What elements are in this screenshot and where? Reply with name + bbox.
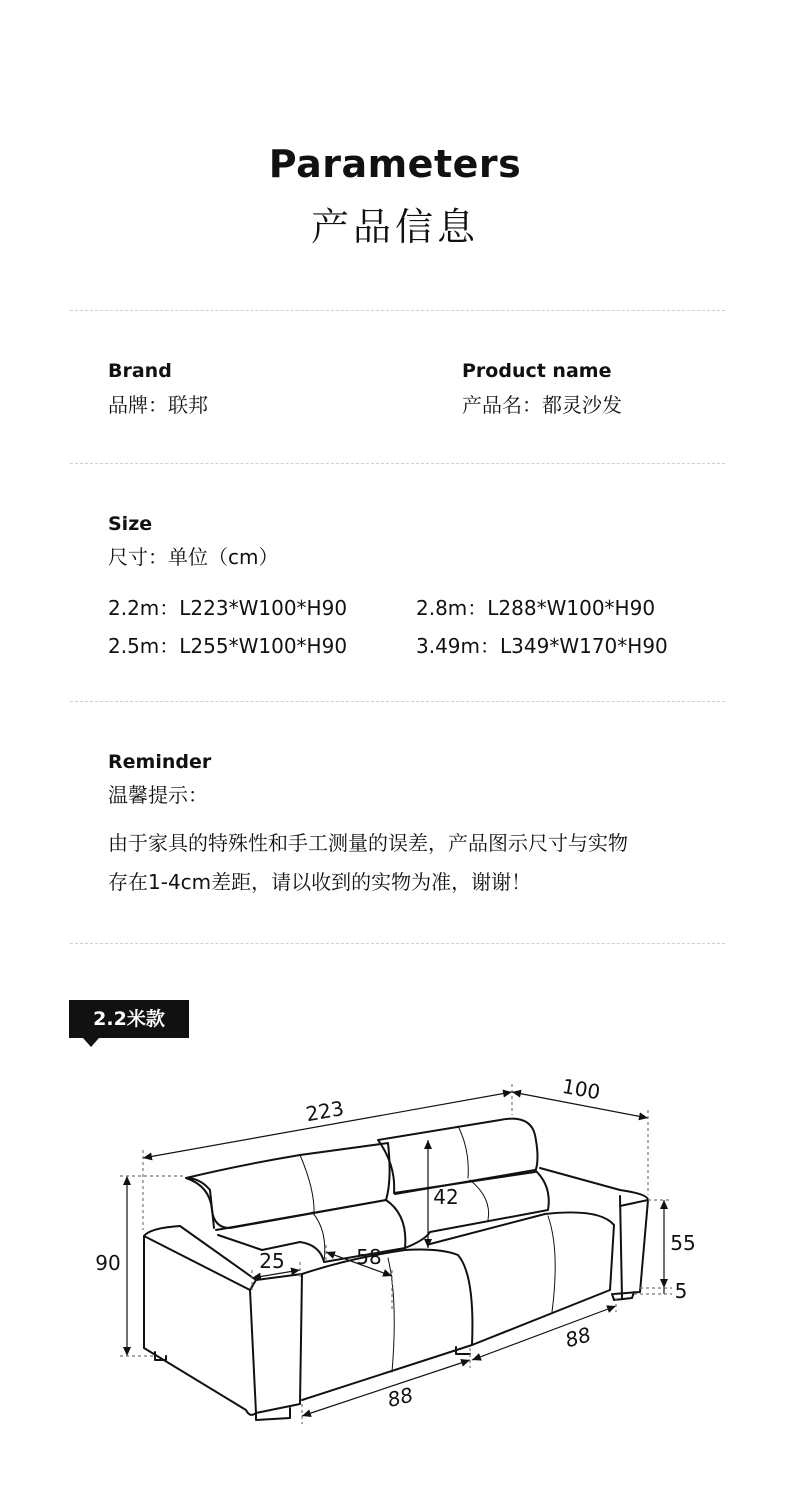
reminder-text-line2: 存在1-4cm差距，请以收到的实物为准，谢谢！ — [108, 870, 532, 894]
dim-seat-width-right: 88 — [562, 1322, 594, 1353]
divider — [70, 463, 725, 464]
brand-label: Brand — [108, 360, 172, 382]
dim-leg-height: 5 — [674, 1279, 688, 1303]
dim-length: 223 — [303, 1095, 346, 1127]
size-unit: 尺寸：单位（cm） — [108, 545, 279, 569]
page-title-en: Parameters — [268, 142, 522, 186]
divider — [70, 943, 725, 944]
size-label: Size — [108, 513, 153, 535]
size-item: 2.5m：L255*W100*H90 — [108, 634, 348, 658]
dim-seat-width-left: 88 — [385, 1382, 416, 1412]
sofa-drawing — [144, 1119, 648, 1420]
dim-arm-height: 55 — [670, 1231, 696, 1255]
reminder-label: Reminder — [108, 751, 212, 773]
dim-arm-width: 25 — [259, 1249, 285, 1273]
reminder-text-line1: 由于家具的特殊性和手工测量的误差，产品图示尺寸与实物 — [108, 831, 628, 855]
dim-back-height: 42 — [433, 1185, 459, 1209]
model-tag: 2.2米款 — [69, 1000, 189, 1038]
divider — [70, 701, 725, 702]
size-item: 3.49m：L349*W170*H90 — [416, 634, 668, 658]
sofa-dimension-diagram — [0, 1060, 790, 1440]
product-name-value: 产品名：都灵沙发 — [462, 393, 622, 417]
reminder-label-cn: 温馨提示： — [108, 783, 208, 807]
divider — [70, 310, 725, 311]
product-name-label: Product name — [462, 360, 612, 382]
dim-height: 90 — [95, 1251, 121, 1275]
page-title-cn: 产品信息 — [310, 205, 479, 249]
brand-value: 品牌：联邦 — [108, 393, 208, 417]
size-item: 2.8m：L288*W100*H90 — [416, 596, 656, 620]
model-tag-pointer — [83, 1038, 99, 1047]
size-item: 2.2m：L223*W100*H90 — [108, 596, 348, 620]
dim-depth: 100 — [560, 1073, 603, 1105]
dim-seat-depth: 58 — [356, 1245, 382, 1269]
